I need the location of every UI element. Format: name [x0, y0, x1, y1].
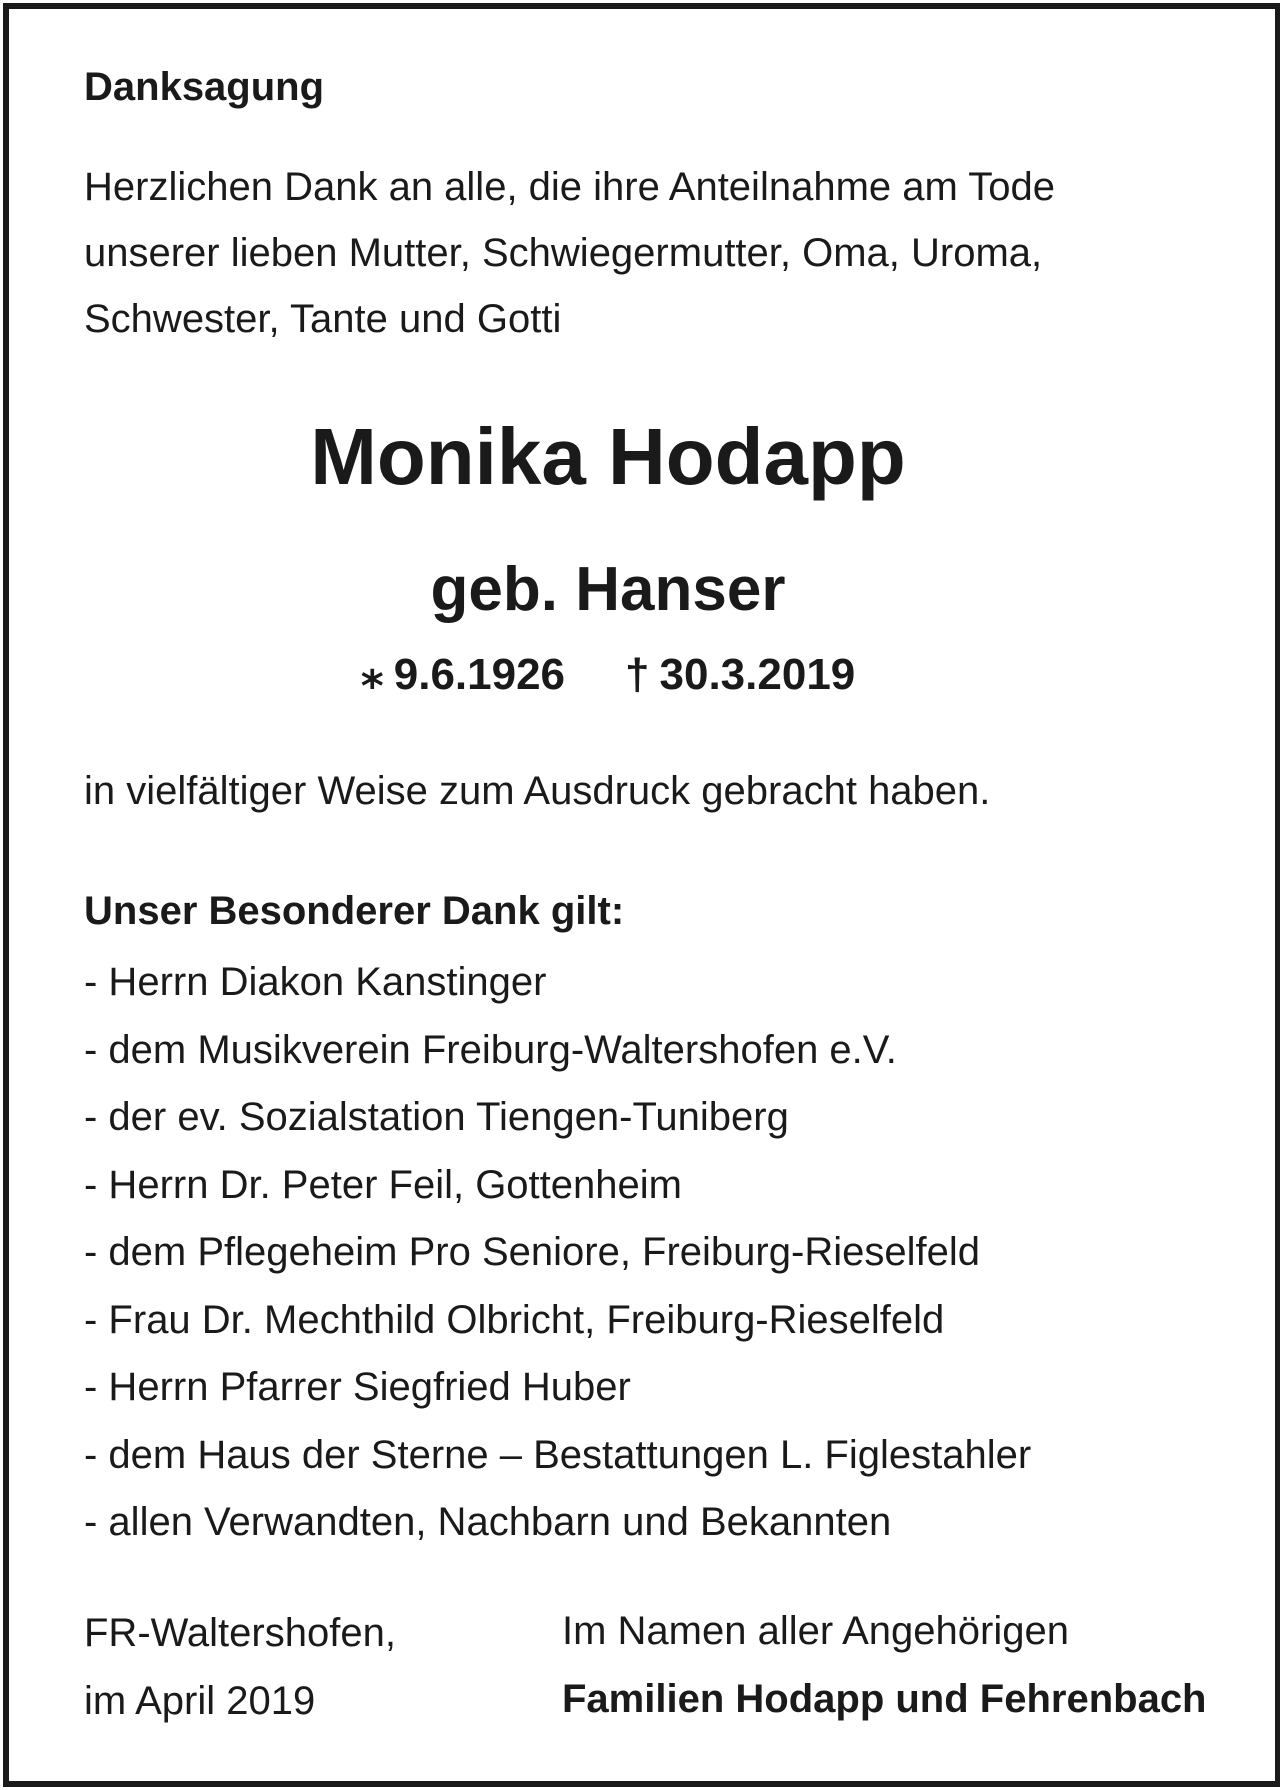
notice-heading: Danksagung — [84, 65, 325, 109]
intro-line: unserer lieben Mutter, Schwiegermutter, Oma, Uroma, — [84, 231, 1043, 275]
signoff — [562, 1597, 1207, 1733]
list-item: - dem Pflegeheim Pro Seniore, Freiburg-Rieselfeld — [84, 1230, 980, 1274]
death-cross-icon: † — [625, 650, 650, 699]
list-item: - Frau Dr. Mechthild Olbricht, Freiburg-Rieselfeld — [84, 1297, 945, 1342]
maiden-name: geb. Hanser — [430, 555, 786, 624]
signoff-line: Im Namen aller Angehörigen — [562, 1609, 1069, 1653]
intro-text — [84, 154, 1055, 352]
deceased-name: Monika Hodapp — [310, 412, 906, 501]
intro-line: Herzlichen Dank an alle, die ihre Anteilnahme am Tode — [84, 165, 1055, 209]
list-item: - Herrn Dr. Peter Feil, Gottenheim — [84, 1162, 682, 1207]
birth-star-icon: ⁎ — [360, 650, 384, 699]
intro-line: Schwester, Tante und Gotti — [84, 297, 562, 341]
thanks-heading: Unser Besonderer Dank gilt: — [84, 889, 625, 933]
death-date: 30.3.2019 — [659, 650, 856, 699]
list-item: - allen Verwandten, Nachbarn und Bekannten — [84, 1500, 892, 1544]
list-item: - der ev. Sozialstation Tiengen-Tuniberg — [84, 1095, 789, 1139]
notice-border — [3, 3, 1280, 1787]
list-item: - dem Haus der Sterne – Bestattungen L. Figlestahler — [84, 1432, 1032, 1477]
birth-date: 9.6.1926 — [393, 650, 566, 699]
list-item: - Herrn Pfarrer Siegfried Huber — [84, 1365, 631, 1409]
outro-text: in vielfältiger Weise zum Ausdruck gebracht haben. — [84, 769, 991, 813]
date: im April 2019 — [84, 1679, 316, 1723]
place: FR-Waltershofen, — [84, 1611, 396, 1655]
place-date — [84, 1599, 396, 1735]
thanks-list — [84, 949, 1031, 1557]
families-name: Familien Hodapp und Fehrenbach — [562, 1677, 1207, 1721]
list-item: - Herrn Diakon Kanstinger — [84, 960, 547, 1004]
list-item: - dem Musikverein Freiburg-Waltershofen e.V. — [84, 1027, 897, 1072]
life-dates — [9, 649, 1207, 700]
